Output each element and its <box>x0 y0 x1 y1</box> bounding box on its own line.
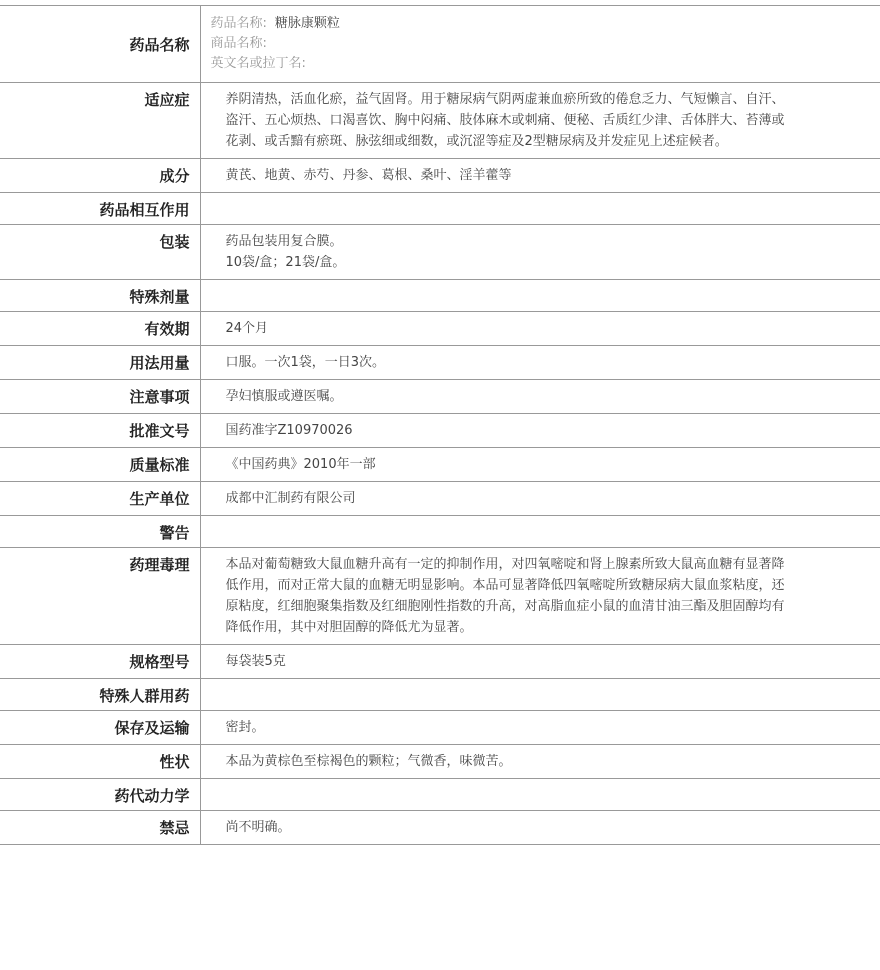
row-value <box>200 516 880 548</box>
row-packaging <box>0 225 880 280</box>
row-shelf-life <box>0 312 880 346</box>
row-label: 药代动力学 <box>0 779 200 811</box>
row-appearance <box>0 745 880 779</box>
row-value: 黄芪、地黄、赤芍、丹参、葛根、桑叶、淫羊藿等 <box>200 159 880 193</box>
row-special-dosage <box>0 280 880 312</box>
row-drug-name <box>0 6 880 83</box>
trade-name-line <box>211 34 871 54</box>
row-contraindications <box>0 811 880 845</box>
row-label: 性状 <box>0 745 200 779</box>
english-name-label: 英文名或拉丁名: <box>210 56 306 71</box>
packaging-line-2: 10袋/盒；21袋/盒。 <box>225 255 346 270</box>
row-value: 每袋装5克 <box>200 645 880 679</box>
row-label: 保存及运输 <box>0 711 200 745</box>
generic-name-line <box>211 14 871 34</box>
row-label: 用法用量 <box>0 346 200 380</box>
row-value: 密封。 <box>200 711 880 745</box>
row-quality-standard <box>0 448 880 482</box>
row-special-populations <box>0 679 880 711</box>
row-label: 规格型号 <box>0 645 200 679</box>
row-label: 特殊人群用药 <box>0 679 200 711</box>
row-value: 本品为黄棕色至棕褐色的颗粒；气微香，味微苦。 <box>200 745 880 779</box>
row-label: 警告 <box>0 516 200 548</box>
row-label: 禁忌 <box>0 811 200 845</box>
row-value: 国药准字Z10970026 <box>200 414 880 448</box>
row-storage-transport <box>0 711 880 745</box>
generic-name-label: 药品名称: <box>210 16 267 31</box>
row-value <box>200 779 880 811</box>
row-label: 包装 <box>0 225 200 280</box>
row-label: 药理毒理 <box>0 548 200 645</box>
row-label: 药品相互作用 <box>0 193 200 225</box>
drug-spec-table <box>0 5 880 845</box>
row-label: 注意事项 <box>0 380 200 414</box>
row-label: 成分 <box>0 159 200 193</box>
row-warning <box>0 516 880 548</box>
row-interactions <box>0 193 880 225</box>
row-label: 质量标准 <box>0 448 200 482</box>
row-value <box>200 193 880 225</box>
row-value <box>200 280 880 312</box>
packaging-line-1: 药品包装用复合膜。 <box>225 234 343 249</box>
row-value <box>200 225 880 280</box>
generic-name-value: 糖脉康颗粒 <box>274 16 340 31</box>
english-name-line <box>211 54 871 74</box>
row-label: 特殊剂量 <box>0 280 200 312</box>
row-manufacturer <box>0 482 880 516</box>
row-usage-dosage <box>0 346 880 380</box>
row-label: 有效期 <box>0 312 200 346</box>
row-value: 孕妇慎服或遵医嘱。 <box>200 380 880 414</box>
row-value <box>200 679 880 711</box>
row-label-drug-name: 药品名称 <box>0 6 200 83</box>
row-approval-number <box>0 414 880 448</box>
row-value: 24个月 <box>200 312 880 346</box>
row-value: 养阴清热，活血化瘀，益气固肾。用于糖尿病气阴两虚兼血瘀所致的倦怠乏力、气短懒言、自汗、盗汗、五心烦热、口渴喜饮、胸中闷痛、肢体麻木或刺痛、便秘、舌质红少津、舌体胖大、苔薄或花剥、或舌黯有瘀斑、脉弦细或细数，或沉涩等症及2型糖尿病及并发症见上述症候者。 <box>200 83 880 159</box>
row-pharmacokinetics <box>0 779 880 811</box>
row-value: 口服。一次1袋，一日3次。 <box>200 346 880 380</box>
row-value: 成都中汇制药有限公司 <box>200 482 880 516</box>
row-label: 生产单位 <box>0 482 200 516</box>
row-value-drug-name <box>200 6 880 83</box>
row-specification <box>0 645 880 679</box>
row-ingredients <box>0 159 880 193</box>
row-indications <box>0 83 880 159</box>
trade-name-label: 商品名称: <box>210 36 267 51</box>
row-value: 本品对葡萄糖致大鼠血糖升高有一定的抑制作用，对四氧嘧啶和肾上腺素所致大鼠高血糖有显著降低作用，而对正常大鼠的血糖无明显影响。本品可显著降低四氧嘧啶所致糖尿病大鼠血浆粘度，还原粘度，红细胞聚集指数及红细胞刚性指数的升高，对高脂血症小鼠的血清甘油三酯及胆固醇均有降低作用，其中对胆固醇的降低尤为显著。 <box>200 548 880 645</box>
row-label: 批准文号 <box>0 414 200 448</box>
row-pharmacology-toxicology <box>0 548 880 645</box>
row-precautions <box>0 380 880 414</box>
row-label: 适应症 <box>0 83 200 159</box>
row-value: 尚不明确。 <box>200 811 880 845</box>
row-value: 《中国药典》2010年一部 <box>200 448 880 482</box>
